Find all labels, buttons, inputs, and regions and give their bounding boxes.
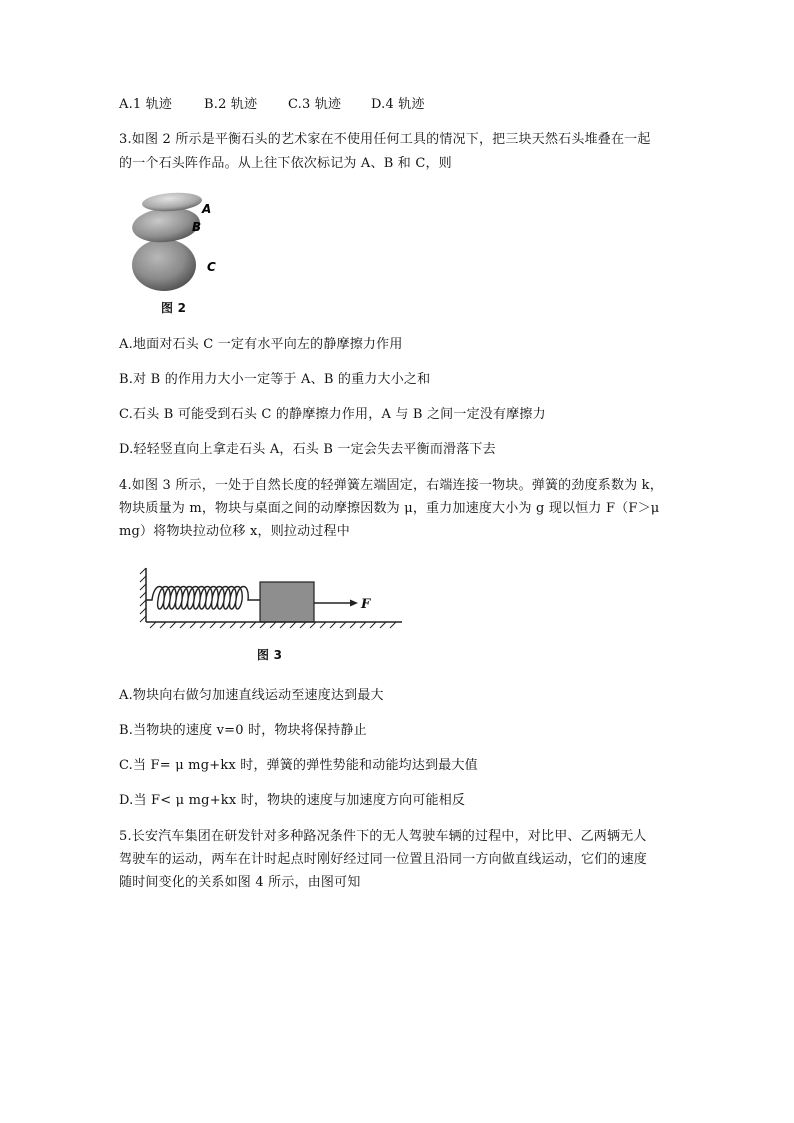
q3-option-c: C.石头 B 可能受到石头 C 的静摩擦力作用，A 与 B 之间一定没有摩擦力 (119, 407, 546, 422)
figure-3-caption: 图 3 (257, 648, 283, 662)
q3-stem-line2: 的一个石头阵作品。从上往下依次标记为 A、B 和 C，则 (119, 156, 452, 171)
fig2-label-c: C (207, 260, 216, 274)
q2-option-c: C.3 轨迹 (288, 97, 342, 112)
figure-2-caption: 图 2 (161, 301, 187, 315)
q2-option-a: A.1 轨迹 (119, 97, 173, 112)
q3-option-b: B.对 B 的作用力大小一定等于 A、B 的重力大小之和 (119, 372, 431, 387)
figure-2-stones (120, 188, 240, 293)
q5-stem-line3: 随时间变化的关系如图 4 所示，由图可知 (119, 875, 361, 890)
stone-c (132, 239, 196, 291)
q4-stem-line2: 物块质量为 m，物块与桌面之间的动摩擦因数为 μ，重力加速度大小为 g 现以恒力 F（F＞μ (119, 501, 660, 516)
wall-hatching (140, 568, 146, 622)
q4-option-a: A.物块向右做匀加速直线运动至速度达到最大 (119, 688, 384, 703)
ground-hatching (150, 622, 396, 628)
q4-stem-line3: mg）将物块拉动位移 x，则拉动过程中 (119, 524, 350, 539)
force-arrowhead (350, 600, 358, 607)
q4-option-c: C.当 F= μ mg+kx 时，弹簧的弹性势能和动能均达到最大值 (119, 758, 478, 773)
q4-option-d: D.当 F< μ mg+kx 时，物块的速度与加速度方向可能相反 (119, 793, 466, 808)
q5-stem-line1: 5.长安汽车集团在研发针对多种路况条件下的无人驾驶车辆的过程中，对比甲、乙两辆无人 (119, 829, 647, 844)
stone-a (141, 191, 202, 213)
force-label: F (361, 597, 371, 612)
q2-option-d: D.4 轨迹 (371, 97, 425, 112)
q4-stem-line1: 4.如图 3 所示，一处于自然长度的轻弹簧左端固定，右端连接一物块。弹簧的劲度系数为 k， (119, 478, 663, 493)
fig2-label-a: A (202, 202, 212, 216)
q2-option-b: B.2 轨迹 (204, 97, 258, 112)
q3-stem-line1: 3.如图 2 所示是平衡石头的艺术家在不使用任何工具的情况下，把三块天然石头堆叠在一起 (119, 132, 651, 147)
q3-option-a: A.地面对石头 C 一定有水平向左的静摩擦力作用 (119, 337, 403, 352)
block (260, 582, 314, 622)
q4-option-b: B.当物块的速度 v=0 时，物块将保持静止 (119, 723, 367, 738)
figure-3-spring-block (140, 560, 405, 632)
q5-stem-line2: 驾驶车的运动，两车在计时起点时刚好经过同一位置且沿同一方向做直线运动，它们的速度 (119, 852, 648, 867)
q3-option-d: D.轻轻竖直向上拿走石头 A，石头 B 一定会失去平衡而滑落下去 (119, 442, 496, 457)
fig2-label-b: B (192, 220, 202, 234)
spring (146, 587, 260, 610)
